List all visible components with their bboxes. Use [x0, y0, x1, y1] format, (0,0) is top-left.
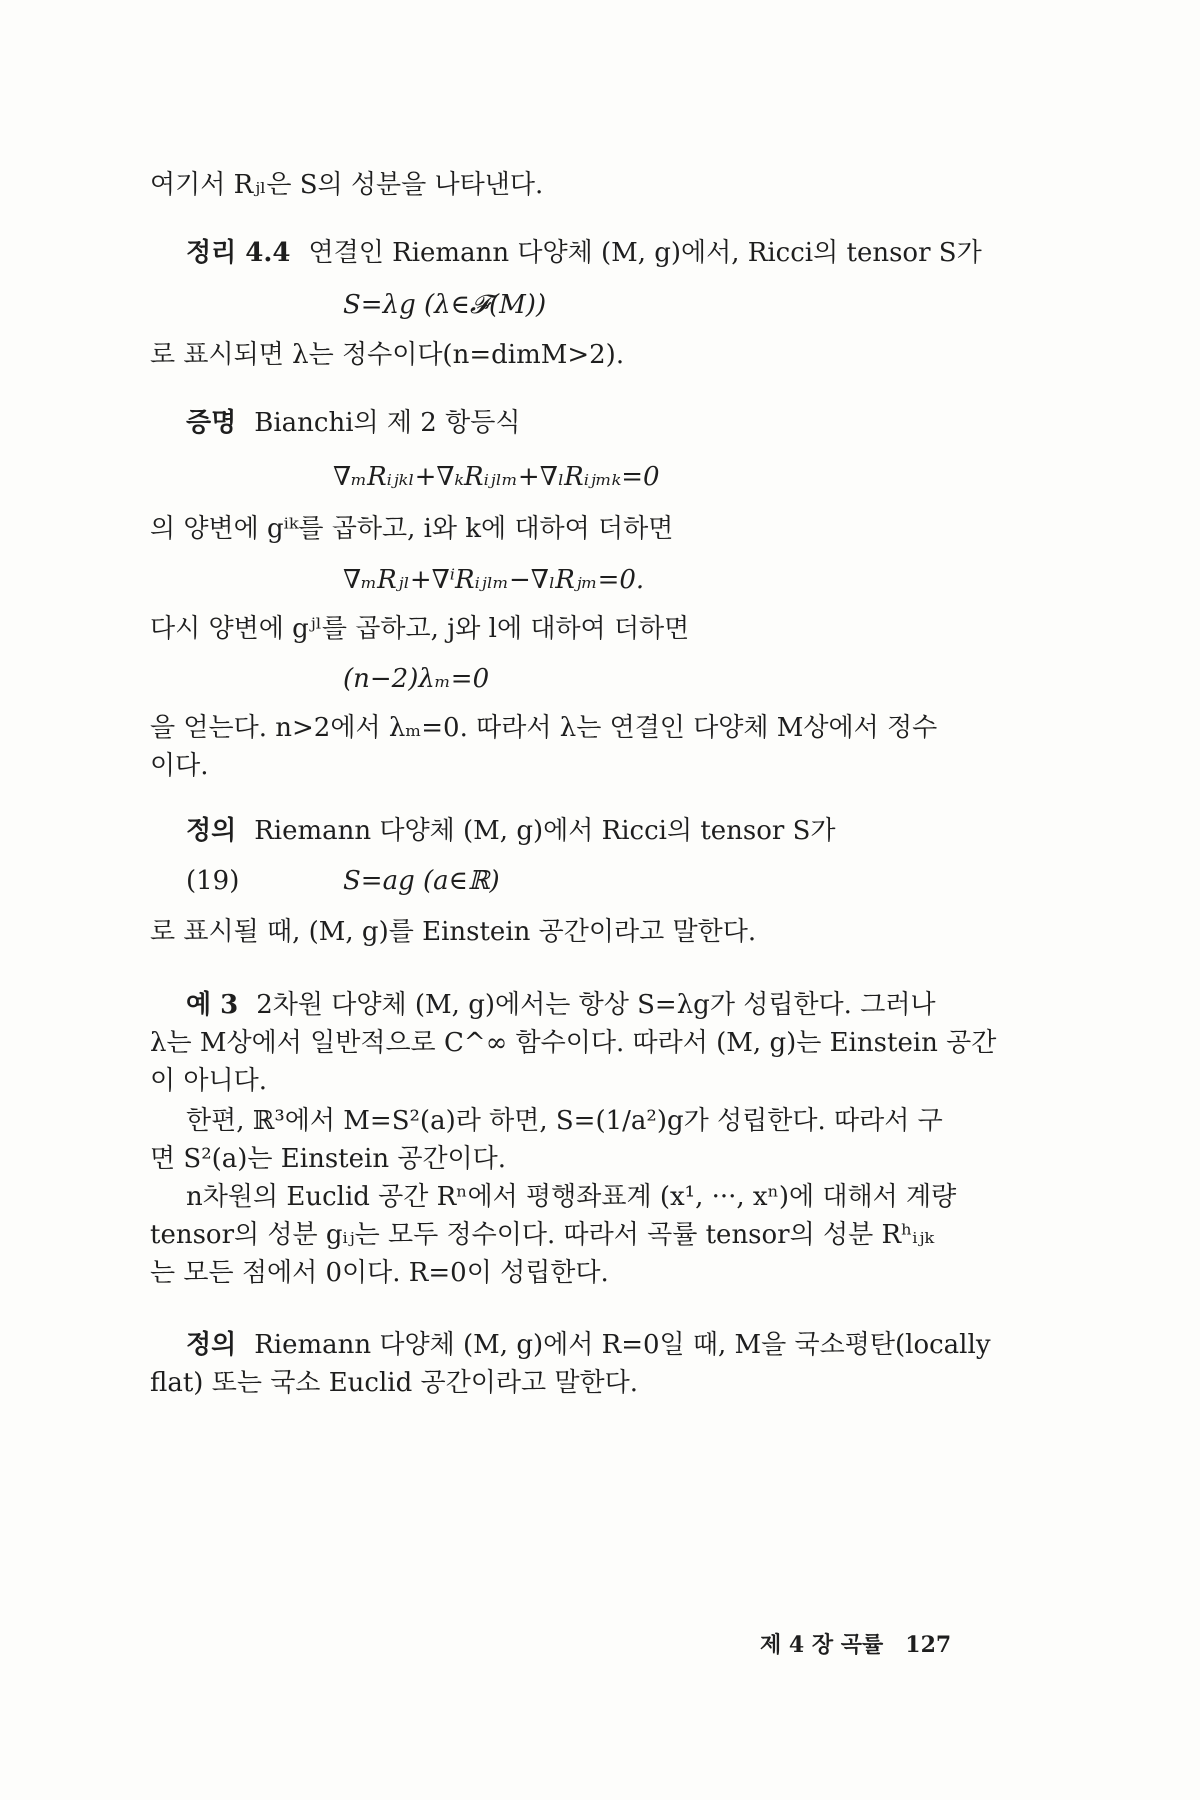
text-line: 로 표시되면 λ는 정수이다(n=dimM>2). — [150, 340, 625, 370]
equation: ∇ₘRⱼₗ+∇ⁱRᵢⱼₗₘ−∇ₗRⱼₘ=0. — [343, 565, 645, 595]
text-line: 다시 양변에 gʲˡ를 곱하고, j와 l에 대하여 더하면 — [150, 614, 690, 644]
text-line: tensor의 성분 gᵢⱼ는 모두 정수이다. 따라서 곡률 tensor의 성분 Rʰᵢⱼₖ — [150, 1220, 934, 1250]
equation: ∇ₘRᵢⱼₖₗ+∇ₖRᵢⱼₗₘ+∇ₗRᵢⱼₘₖ=0 — [333, 462, 660, 492]
text-line: 이다. — [150, 751, 209, 781]
numbered-equation — [0, 866, 1200, 900]
chapter-title: 제 4 장 곡률 — [760, 1632, 884, 1658]
theorem-line: 정리 4.4 연결인 Riemann 다양체 (M, g)에서, Ricci의 tensor S가 — [186, 238, 982, 268]
text-line: 면 S²(a)는 Einstein 공간이다. — [150, 1144, 507, 1174]
page-number: 127 — [905, 1632, 952, 1658]
proof-line: 증명 Bianchi의 제 2 항등식 — [186, 408, 521, 438]
text-line: 이 아니다. — [150, 1066, 267, 1096]
example-line: 예 3 2차원 다양체 (M, g)에서는 항상 S=λg가 성립한다. 그러나 — [186, 990, 936, 1020]
text-line: 한편, ℝ³에서 M=S²(a)라 하면, S=(1/a²)g가 성립한다. 따라서 구 — [186, 1106, 943, 1136]
definition-line: 정의 Riemann 다양체 (M, g)에서 R=0일 때, M을 국소평탄(locally — [186, 1330, 991, 1360]
text-line: 의 양변에 gⁱᵏ를 곱하고, i와 k에 대하여 더하면 — [150, 514, 674, 544]
theorem-label: 정리 4.4 — [186, 238, 291, 268]
text-line: 로 표시될 때, (M, g)를 Einstein 공간이라고 말한다. — [150, 917, 757, 947]
text-line: 는 모든 점에서 0이다. R=0이 성립한다. — [150, 1258, 609, 1288]
equation: (n−2)λₘ=0 — [343, 664, 490, 694]
text-line: 을 얻는다. n>2에서 λₘ=0. 따라서 λ는 연결인 다양체 M상에서 정수 — [150, 713, 938, 743]
text-line: λ는 M상에서 일반적으로 C^∞ 함수이다. 따라서 (M, g)는 Einstein 공간 — [150, 1028, 997, 1058]
equation: S=ag (a∈ℝ) — [343, 866, 500, 896]
definition-line: 정의 Riemann 다양체 (M, g)에서 Ricci의 tensor S가 — [186, 816, 836, 846]
text-line: n차원의 Euclid 공간 Rⁿ에서 평행좌표계 (x¹, ···, xⁿ)에 대해서 계량 — [186, 1182, 957, 1212]
page-footer — [760, 1628, 951, 1659]
equation-number: (19) — [186, 866, 240, 896]
equation: S=λg (λ∈𝓕(M)) — [343, 290, 547, 320]
text-line: 여기서 Rⱼₗ은 S의 성분을 나타낸다. — [150, 170, 544, 200]
definition-label: 정의 — [186, 1330, 237, 1360]
proof-label: 증명 — [186, 408, 237, 438]
text-line: flat) 또는 국소 Euclid 공간이라고 말한다. — [150, 1368, 638, 1398]
definition-label: 정의 — [186, 816, 237, 846]
example-label: 예 3 — [186, 990, 239, 1020]
